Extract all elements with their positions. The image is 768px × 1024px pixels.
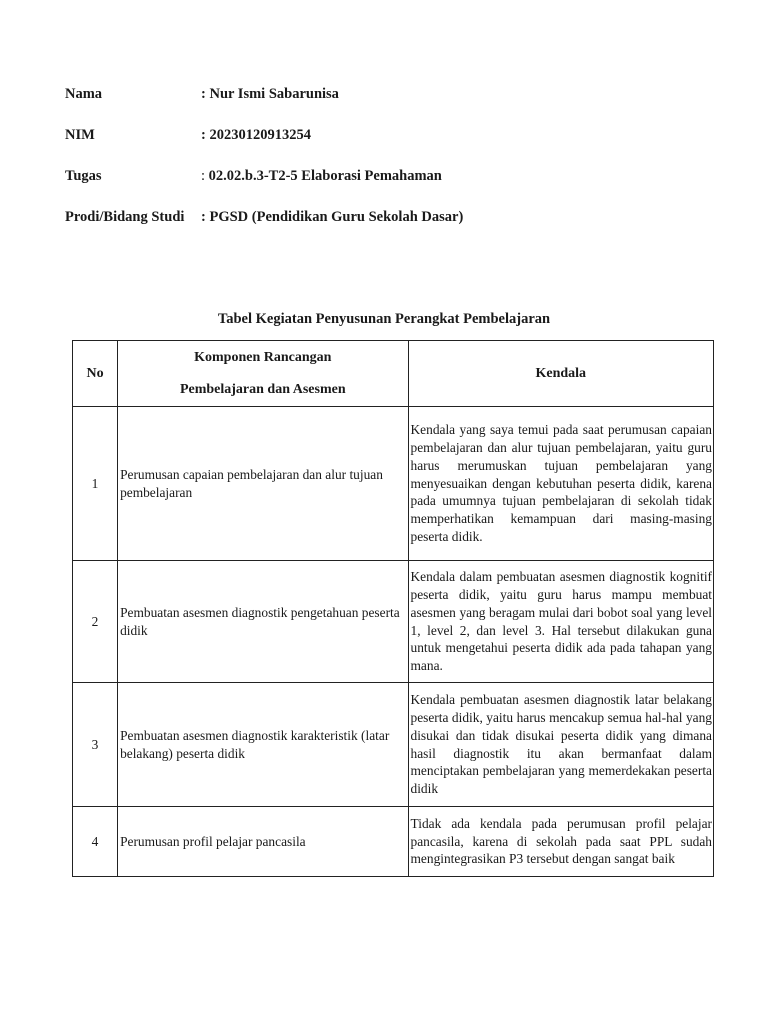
info-value-nim-text: 20230120913254	[209, 127, 311, 143]
info-label-program: Prodi/Bidang Studi	[65, 209, 185, 225]
activity-table	[72, 340, 714, 877]
row-number: 1	[73, 407, 118, 561]
info-value-task	[201, 168, 442, 185]
row-obstacle: Kendala dalam pembuatan asesmen diagnostik kognitif peserta didik, yaitu guru harus mampu membuat asesmen yang beragam mulai dari bobot soal yang level 1, level 2, dan level 3. Hal tersebut dilakukan guna untuk mengetahui peserta didik ada pada tahapan yang mana.	[408, 561, 713, 683]
info-value-name-text: Nur Ismi Sabarunisa	[209, 86, 339, 102]
info-row-task	[65, 168, 463, 209]
header-component	[118, 341, 408, 407]
info-row-program	[65, 209, 463, 250]
info-separator: :	[201, 168, 209, 184]
table-row	[73, 561, 714, 683]
info-value-name	[201, 86, 339, 103]
info-row-name	[65, 86, 463, 127]
info-value-nim	[201, 127, 311, 144]
info-value-program-text: PGSD (Pendidikan Guru Sekolah Dasar)	[209, 209, 464, 225]
header-obstacle: Kendala	[408, 341, 713, 407]
row-number: 3	[73, 683, 118, 807]
row-obstacle: Kendala pembuatan asesmen diagnostik latar belakang peserta didik, yaitu harus mencakup semua hal-hal yang disukai dan tidak disukai peserta didik yang dimana hasil diagnostik itu akan bermanfaat dalam menciptakan pembelajaran yang memerdekakan peserta didik	[408, 683, 713, 807]
info-separator: :	[201, 127, 210, 143]
info-value-task-text: 02.02.b.3-T2-5 Elaborasi Pemahaman	[208, 168, 442, 184]
row-number: 2	[73, 561, 118, 683]
info-separator: :	[201, 209, 210, 225]
info-label-name: Nama	[65, 86, 103, 102]
table-row	[73, 807, 714, 877]
info-label-nim: NIM	[65, 127, 95, 143]
row-obstacle: Kendala yang saya temui pada saat perumusan capaian pembelajaran dan alur tujuan pembelajaran, yaitu guru harus merumuskan tujuan pembelajaran yang menyesuaikan dengan kebutuhan peserta didik, karena pada umumnya tujuan pembelajaran di sekolah tidak memperhatikan kemampuan dari masing-masing peserta didik.	[408, 407, 713, 561]
info-separator: :	[201, 86, 210, 102]
header-component-line1: Komponen Rancangan	[194, 349, 332, 365]
row-component: Perumusan profil pelajar pancasila	[118, 807, 408, 877]
info-row-nim	[65, 127, 463, 168]
row-component: Perumusan capaian pembelajaran dan alur tujuan pembelajaran	[118, 407, 408, 561]
info-value-program	[201, 209, 463, 226]
table-header-row	[73, 341, 714, 407]
row-number: 4	[73, 807, 118, 877]
info-label-task: Tugas	[65, 168, 102, 184]
table-row	[73, 407, 714, 561]
row-component: Pembuatan asesmen diagnostik karakteristik (latar belakang) peserta didik	[118, 683, 408, 807]
table-title: Tabel Kegiatan Penyusunan Perangkat Pembelajaran	[217, 311, 551, 327]
header-no: No	[73, 341, 118, 407]
header-component-line2: Pembelajaran dan Asesmen	[179, 381, 346, 397]
row-component: Pembuatan asesmen diagnostik pengetahuan peserta didik	[118, 561, 408, 683]
student-info	[65, 86, 463, 250]
table-row	[73, 683, 714, 807]
row-obstacle: Tidak ada kendala pada perumusan profil pelajar pancasila, karena di sekolah pada saat PPL sudah mengintegrasikan P3 tersebut dengan sangat baik	[408, 807, 713, 877]
